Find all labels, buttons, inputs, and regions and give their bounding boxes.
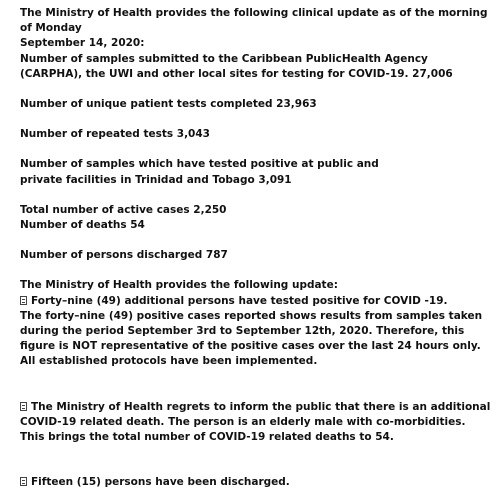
spacer bbox=[20, 233, 492, 248]
discharge-notice-text: Fifteen (15) persons have been discharged. bbox=[31, 476, 290, 489]
persons-discharged: Number of persons discharged 787 bbox=[20, 249, 228, 262]
death-notice-text: The Ministry of Health regrets to inform the public that there is an additional COVID-19 related death. The person is an elderly male with co-morbidities. This brings the total number of COVID-19 related deaths to 54. bbox=[20, 400, 491, 444]
positive-cases-note: The forty–nine (49) positive cases reported shows results from samples taken during the period September 3rd to September 12th, 2020. Therefore, this figure is NOT representative of the positive cases over the last 24 hours only. All established protocols have been implemented. bbox=[20, 309, 483, 368]
update-intro: The Ministry of Health provides the following clinical update as of the morning of Monday September 14, 2020: bbox=[20, 7, 488, 50]
repeated-tests: Number of repeated tests 3,043 bbox=[20, 128, 210, 141]
new-positive-text: Forty–nine (49) additional persons have tested positive for COVID -19. bbox=[31, 294, 448, 307]
spacer bbox=[20, 112, 492, 127]
spacer bbox=[20, 82, 492, 97]
spacer bbox=[20, 445, 492, 475]
discharge-notice-bullet bbox=[20, 475, 492, 490]
missing-glyph-icon bbox=[20, 296, 27, 305]
death-notice-bullet bbox=[20, 400, 492, 446]
clinical-update-document bbox=[20, 6, 492, 490]
unique-patient-tests: Number of unique patient tests completed 23,963 bbox=[20, 98, 317, 111]
spacer bbox=[20, 188, 492, 203]
deaths-count: Number of deaths 54 bbox=[20, 219, 145, 232]
active-cases: Total number of active cases 2,250 bbox=[20, 203, 227, 216]
positive-samples: Number of samples which have tested positive at public and private facilities in Trinidad and Tobago 3,091 bbox=[20, 158, 379, 186]
missing-glyph-icon bbox=[20, 477, 27, 486]
missing-glyph-icon bbox=[20, 402, 27, 411]
new-positive-bullet bbox=[20, 294, 492, 309]
spacer bbox=[20, 142, 492, 157]
samples-submitted: Number of samples submitted to the Caribbean PublicHealth Agency (CARPHA), the UWI and other local sites for testing for COVID-19. 27,006 bbox=[20, 52, 453, 80]
update-heading: The Ministry of Health provides the following update: bbox=[20, 279, 338, 292]
spacer bbox=[20, 263, 492, 278]
spacer bbox=[20, 370, 492, 400]
